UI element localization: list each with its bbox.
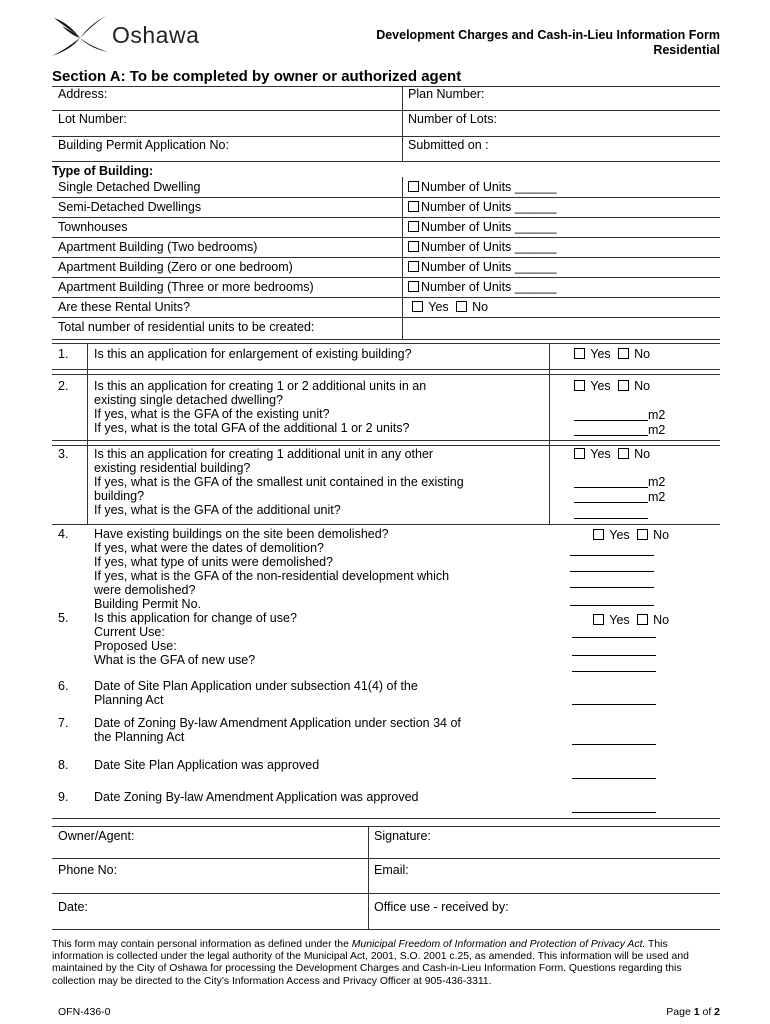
building-type-label: Apartment Building (Zero or one bedroom) <box>58 260 293 274</box>
form-code: OFN-436-0 <box>58 1006 111 1018</box>
rental-yes-no[interactable]: Yes No <box>412 300 488 314</box>
signature-label: Signature: <box>374 829 431 843</box>
units-field[interactable]: Number of Units ______ <box>408 220 557 234</box>
date-input-line[interactable] <box>572 704 656 705</box>
oshawa-logo-icon <box>50 12 110 60</box>
phone-label: Phone No: <box>58 863 118 877</box>
yes-checkbox[interactable] <box>574 380 585 391</box>
no-checkbox[interactable] <box>618 448 629 459</box>
question-text: Date Zoning By-law Amendment Application was approved <box>94 790 419 804</box>
type-of-building-heading: Type of Building: <box>52 164 154 178</box>
submitted-on-label: Submitted on : <box>408 138 489 152</box>
gfa-input-line[interactable] <box>574 518 648 519</box>
q1-yes-no[interactable]: Yes No <box>574 347 650 361</box>
number-of-lots-label: Number of Lots: <box>408 112 497 126</box>
date-input-line[interactable] <box>572 778 656 779</box>
checkbox[interactable] <box>408 281 419 292</box>
oshawa-logo <box>50 12 220 62</box>
building-type-label: Townhouses <box>58 220 128 234</box>
checkbox[interactable] <box>408 241 419 252</box>
checkbox[interactable] <box>408 181 419 192</box>
m2-unit: m2 <box>648 475 666 489</box>
units-field[interactable]: Number of Units ______ <box>408 280 557 294</box>
question-number: 9. <box>58 790 69 804</box>
page-indicator: Page 1 of 2 <box>666 1006 720 1018</box>
q5-yes-no[interactable]: Yes No <box>593 613 669 627</box>
logo-wordmark: Oshawa <box>112 22 200 48</box>
building-type-label: Semi-Detached Dwellings <box>58 200 202 214</box>
answer-line[interactable] <box>572 671 656 672</box>
yes-checkbox[interactable] <box>593 614 604 625</box>
form-title: Development Charges and Cash-in-Lieu Information Form <box>376 28 720 42</box>
gfa-input-line[interactable] <box>574 487 648 488</box>
checkbox[interactable] <box>408 221 419 232</box>
address-label: Address: <box>58 87 108 101</box>
yes-checkbox[interactable] <box>412 301 423 312</box>
privacy-notice: This form may contain personal information as defined under the Municipal Freedom of Information and Protection of Privacy Act. This information is collected under the legal authority of the Municipal Act, 2001, S.O. 2001 c.25, as amended. This information will be used and maintained by the City of Oshawa for processing the Development Charges and Cash-in-Lieu Information Form. Questions regarding this collection may be directed to the City’s Information Access and Privacy Officer at 905-436-3311. <box>52 939 689 987</box>
no-checkbox[interactable] <box>618 380 629 391</box>
lot-number-label: Lot Number: <box>58 112 127 126</box>
date-input-line[interactable] <box>572 812 656 813</box>
answer-line[interactable] <box>570 571 654 572</box>
question-text: Is this application for change of use? Current Use: Proposed Use: What is the GFA of new use? <box>94 611 297 667</box>
q3-yes-no[interactable]: Yes No <box>574 447 650 461</box>
owner-agent-label: Owner/Agent: <box>58 829 135 843</box>
question-number: 7. <box>58 716 69 730</box>
units-field[interactable]: Number of Units ______ <box>408 200 557 214</box>
form-subtitle: Residential <box>653 43 720 57</box>
q4-yes-no[interactable]: Yes No <box>593 528 669 542</box>
answer-line[interactable] <box>572 637 656 638</box>
checkbox[interactable] <box>408 201 419 212</box>
question-text: Date of Site Plan Application under subsection 41(4) of the Planning Act <box>94 679 418 707</box>
question-number: 5. <box>58 611 69 625</box>
gfa-input-line[interactable] <box>574 435 648 436</box>
permit-no-label: Building Permit Application No: <box>58 138 229 152</box>
date-input-line[interactable] <box>572 744 656 745</box>
no-checkbox[interactable] <box>618 348 629 359</box>
question-number: 8. <box>58 758 69 772</box>
question-text: Date Site Plan Application was approved <box>94 758 320 772</box>
gfa-input-line[interactable] <box>574 502 648 503</box>
units-field[interactable]: Number of Units ______ <box>408 180 557 194</box>
no-checkbox[interactable] <box>637 614 648 625</box>
total-units-label: Total number of residential units to be created: <box>58 320 315 334</box>
yes-checkbox[interactable] <box>574 348 585 359</box>
section-a-title: Section A: To be completed by owner or authorized agent <box>52 68 462 85</box>
question-number: 1. <box>58 347 69 361</box>
checkbox[interactable] <box>408 261 419 272</box>
answer-line[interactable] <box>570 555 654 556</box>
email-label: Email: <box>374 863 409 877</box>
question-text: Is this an application for enlargement of existing building? <box>94 347 412 361</box>
office-use-label: Office use - received by: <box>374 900 509 914</box>
building-type-label: Apartment Building (Three or more bedrooms) <box>58 280 314 294</box>
no-checkbox[interactable] <box>456 301 467 312</box>
question-number: 6. <box>58 679 69 693</box>
question-number: 2. <box>58 379 69 393</box>
m2-unit: m2 <box>648 490 666 504</box>
yes-checkbox[interactable] <box>574 448 585 459</box>
question-text: Date of Zoning By-law Amendment Application under section 34 of the Planning Act <box>94 716 461 744</box>
m2-unit: m2 <box>648 408 666 422</box>
rental-units-question: Are these Rental Units? <box>58 300 191 314</box>
yes-checkbox[interactable] <box>593 529 604 540</box>
q2-yes-no[interactable]: Yes No <box>574 379 650 393</box>
answer-line[interactable] <box>570 587 654 588</box>
units-field[interactable]: Number of Units ______ <box>408 260 557 274</box>
plan-number-label: Plan Number: <box>408 87 485 101</box>
answer-line[interactable] <box>570 605 654 606</box>
answer-line[interactable] <box>572 655 656 656</box>
building-type-label: Single Detached Dwelling <box>58 180 201 194</box>
date-label: Date: <box>58 900 88 914</box>
question-text: Is this an application for creating 1 additional unit in any other existing residential building? If yes, what is the GFA of the smallest unit contained in the existing building? If yes, what is the GFA of the additional unit? <box>94 447 464 517</box>
question-text: Have existing buildings on the site been demolished? If yes, what were the dates of demolition? If yes, what type of units were demolished? If yes, what is the GFA of the non-residential development which were demolished? Building Permit No. <box>94 527 450 611</box>
building-type-label: Apartment Building (Two bedrooms) <box>58 240 258 254</box>
question-number: 3. <box>58 447 69 461</box>
gfa-input-line[interactable] <box>574 420 648 421</box>
question-number: 4. <box>58 527 69 541</box>
question-text: Is this an application for creating 1 or 2 additional units in an existing single detached dwelling? If yes, what is the GFA of the existing unit? If yes, what is the total GFA of the additional 1 or 2 units? <box>94 379 427 435</box>
m2-unit: m2 <box>648 423 666 437</box>
no-checkbox[interactable] <box>637 529 648 540</box>
units-field[interactable]: Number of Units ______ <box>408 240 557 254</box>
